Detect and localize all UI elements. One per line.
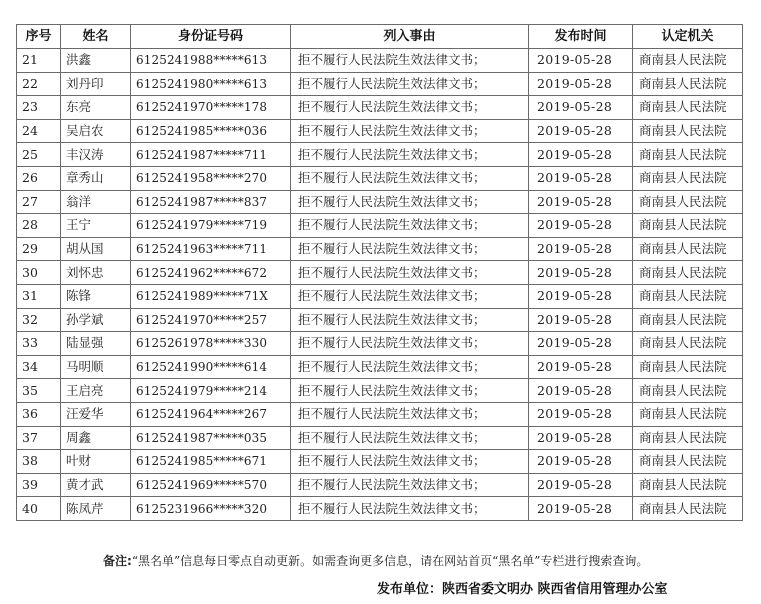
cell-publish-date: 2019-05-28 [529,332,633,356]
header-id-number: 身份证号码 [131,25,291,49]
cell-authority: 商南县人民法院 [633,402,743,426]
table-row [17,332,743,356]
cell-id-number: 6125241985*****036 [131,119,291,143]
cell-authority: 商南县人民法院 [633,166,743,190]
cell-no: 37 [17,426,61,450]
table-row [17,379,743,403]
cell-authority: 商南县人民法院 [633,284,743,308]
cell-publish-date: 2019-05-28 [529,96,633,120]
cell-id-number: 6125241987*****035 [131,426,291,450]
cell-no: 29 [17,237,61,261]
cell-reason: 拒不履行人民法院生效法律文书； [291,261,529,285]
remark-label: 备注: [103,554,132,568]
cell-authority: 商南县人民法院 [633,308,743,332]
blacklist-sheet [16,24,742,521]
cell-publish-date: 2019-05-28 [529,355,633,379]
header-no: 序号 [17,25,61,49]
cell-name: 孙学斌 [61,308,131,332]
cell-publish-date: 2019-05-28 [529,379,633,403]
cell-id-number: 6125261978*****330 [131,332,291,356]
cell-name: 胡从国 [61,237,131,261]
cell-id-number: 6125231966*****320 [131,497,291,521]
cell-reason: 拒不履行人民法院生效法律文书； [291,355,529,379]
cell-reason: 拒不履行人民法院生效法律文书； [291,237,529,261]
cell-publish-date: 2019-05-28 [529,308,633,332]
cell-id-number: 6125241980*****613 [131,72,291,96]
blacklist-table [16,24,743,521]
cell-reason: 拒不履行人民法院生效法律文书； [291,214,529,238]
cell-publish-date: 2019-05-28 [529,214,633,238]
cell-no: 21 [17,49,61,73]
cell-authority: 商南县人民法院 [633,237,743,261]
header-row [17,25,743,49]
cell-no: 22 [17,72,61,96]
header-authority: 认定机关 [633,25,743,49]
cell-reason: 拒不履行人民法院生效法律文书； [291,497,529,521]
header-publish-date: 发布时间 [529,25,633,49]
cell-reason: 拒不履行人民法院生效法律文书； [291,379,529,403]
cell-name: 东亮 [61,96,131,120]
cell-id-number: 6125241990*****614 [131,355,291,379]
table-row [17,402,743,426]
table-row [17,261,743,285]
cell-no: 25 [17,143,61,167]
cell-name: 丰汉涛 [61,143,131,167]
cell-name: 周鑫 [61,426,131,450]
cell-publish-date: 2019-05-28 [529,190,633,214]
cell-publish-date: 2019-05-28 [529,497,633,521]
cell-no: 26 [17,166,61,190]
cell-no: 38 [17,450,61,474]
cell-no: 33 [17,332,61,356]
table-body [17,49,743,521]
cell-authority: 商南县人民法院 [633,332,743,356]
cell-no: 40 [17,497,61,521]
cell-authority: 商南县人民法院 [633,214,743,238]
cell-authority: 商南县人民法院 [633,261,743,285]
cell-no: 27 [17,190,61,214]
cell-authority: 商南县人民法院 [633,49,743,73]
cell-id-number: 6125241987*****711 [131,143,291,167]
cell-no: 24 [17,119,61,143]
table-header [17,25,743,49]
cell-authority: 商南县人民法院 [633,497,743,521]
table-row [17,473,743,497]
table-row [17,426,743,450]
publisher-line: 发布单位：陕西省委文明办 陕西省信用管理办公室 [377,582,668,597]
cell-reason: 拒不履行人民法院生效法律文书； [291,426,529,450]
cell-authority: 商南县人民法院 [633,190,743,214]
cell-no: 23 [17,96,61,120]
table-row [17,72,743,96]
table-row [17,355,743,379]
cell-no: 34 [17,355,61,379]
cell-publish-date: 2019-05-28 [529,143,633,167]
cell-reason: 拒不履行人民法院生效法律文书； [291,332,529,356]
cell-id-number: 6125241979*****719 [131,214,291,238]
cell-publish-date: 2019-05-28 [529,237,633,261]
cell-reason: 拒不履行人民法院生效法律文书； [291,473,529,497]
table-row [17,190,743,214]
table-row [17,214,743,238]
table-row [17,143,743,167]
cell-name: 陆显强 [61,332,131,356]
cell-reason: 拒不履行人民法院生效法律文书； [291,450,529,474]
cell-name: 王启亮 [61,379,131,403]
cell-publish-date: 2019-05-28 [529,284,633,308]
table-row [17,96,743,120]
cell-authority: 商南县人民法院 [633,426,743,450]
table-row [17,284,743,308]
cell-no: 39 [17,473,61,497]
cell-reason: 拒不履行人民法院生效法律文书； [291,72,529,96]
remark-text: “黑名单”信息每日零点自动更新。如需查询更多信息，请在网站首页“黑名单”专栏进行搜索查询。 [131,554,649,568]
cell-authority: 商南县人民法院 [633,473,743,497]
cell-name: 叶财 [61,450,131,474]
cell-reason: 拒不履行人民法院生效法律文书； [291,119,529,143]
cell-publish-date: 2019-05-28 [529,166,633,190]
header-reason: 列入事由 [291,25,529,49]
cell-reason: 拒不履行人民法院生效法律文书； [291,96,529,120]
table-row [17,450,743,474]
cell-name: 汪爱华 [61,402,131,426]
cell-publish-date: 2019-05-28 [529,426,633,450]
cell-authority: 商南县人民法院 [633,72,743,96]
cell-id-number: 6125241970*****178 [131,96,291,120]
cell-no: 31 [17,284,61,308]
cell-reason: 拒不履行人民法院生效法律文书； [291,402,529,426]
cell-reason: 拒不履行人民法院生效法律文书； [291,166,529,190]
table-row [17,237,743,261]
cell-id-number: 6125241962*****672 [131,261,291,285]
cell-id-number: 6125241958*****270 [131,166,291,190]
table-row [17,119,743,143]
table-row [17,497,743,521]
cell-name: 王宁 [61,214,131,238]
cell-name: 陈凤芹 [61,497,131,521]
cell-authority: 商南县人民法院 [633,143,743,167]
cell-id-number: 6125241970*****257 [131,308,291,332]
cell-no: 35 [17,379,61,403]
cell-id-number: 6125241989*****71X [131,284,291,308]
cell-authority: 商南县人民法院 [633,119,743,143]
header-name: 姓名 [61,25,131,49]
remark-note [103,552,648,569]
cell-name: 翁洋 [61,190,131,214]
cell-id-number: 6125241969*****570 [131,473,291,497]
cell-reason: 拒不履行人民法院生效法律文书； [291,190,529,214]
table-row [17,49,743,73]
cell-no: 28 [17,214,61,238]
cell-id-number: 6125241988*****613 [131,49,291,73]
cell-no: 36 [17,402,61,426]
cell-publish-date: 2019-05-28 [529,49,633,73]
cell-reason: 拒不履行人民法院生效法律文书； [291,284,529,308]
cell-publish-date: 2019-05-28 [529,72,633,96]
cell-name: 马明顺 [61,355,131,379]
cell-name: 吴启农 [61,119,131,143]
cell-name: 章秀山 [61,166,131,190]
cell-authority: 商南县人民法院 [633,450,743,474]
cell-publish-date: 2019-05-28 [529,473,633,497]
cell-publish-date: 2019-05-28 [529,402,633,426]
cell-authority: 商南县人民法院 [633,355,743,379]
cell-id-number: 6125241979*****214 [131,379,291,403]
cell-publish-date: 2019-05-28 [529,261,633,285]
cell-id-number: 6125241985*****671 [131,450,291,474]
table-row [17,166,743,190]
cell-reason: 拒不履行人民法院生效法律文书； [291,143,529,167]
cell-authority: 商南县人民法院 [633,96,743,120]
cell-reason: 拒不履行人民法院生效法律文书； [291,308,529,332]
cell-publish-date: 2019-05-28 [529,119,633,143]
cell-name: 洪鑫 [61,49,131,73]
table-row [17,308,743,332]
cell-name: 陈锋 [61,284,131,308]
cell-name: 黄才武 [61,473,131,497]
cell-publish-date: 2019-05-28 [529,450,633,474]
cell-reason: 拒不履行人民法院生效法律文书； [291,49,529,73]
cell-id-number: 6125241964*****267 [131,402,291,426]
cell-no: 30 [17,261,61,285]
cell-id-number: 6125241987*****837 [131,190,291,214]
cell-authority: 商南县人民法院 [633,379,743,403]
cell-name: 刘怀忠 [61,261,131,285]
cell-id-number: 6125241963*****711 [131,237,291,261]
cell-no: 32 [17,308,61,332]
cell-name: 刘丹印 [61,72,131,96]
